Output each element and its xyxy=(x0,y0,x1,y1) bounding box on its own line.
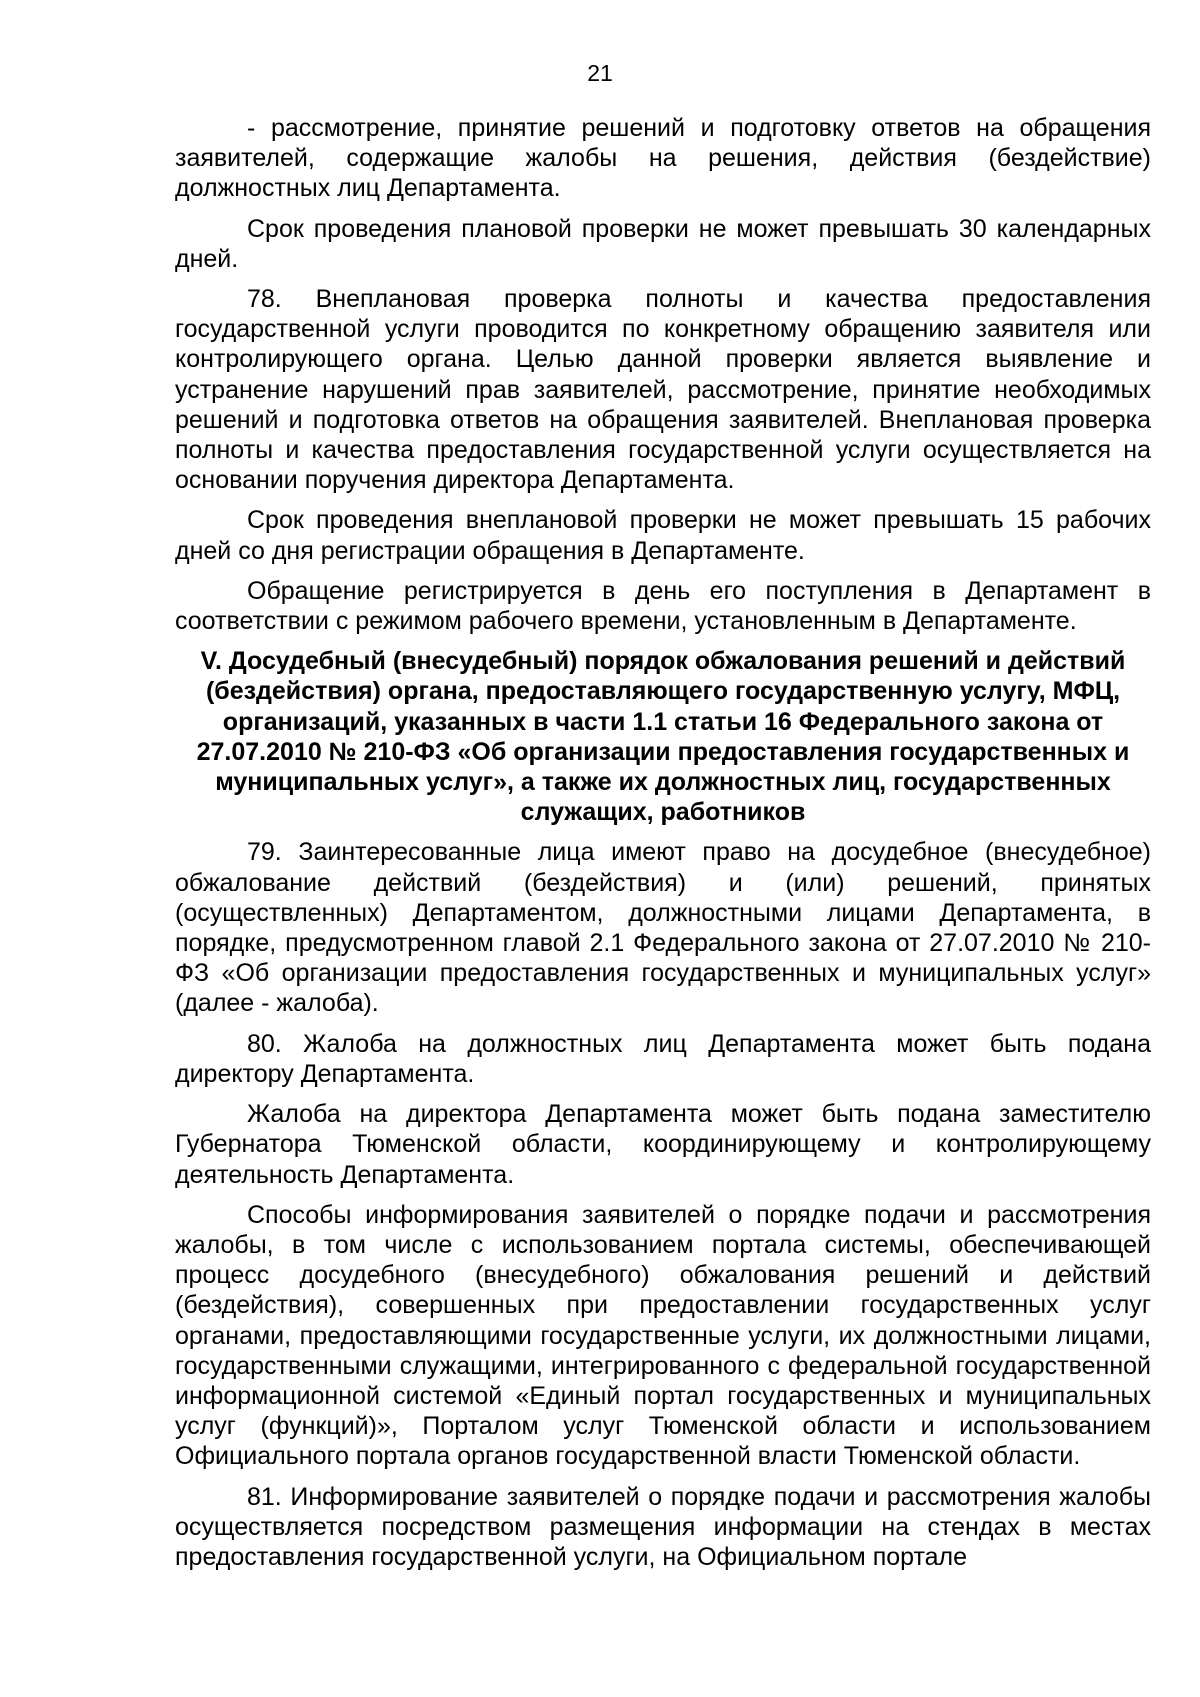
paragraph-registration: Обращение регистрируется в день его поступления в Департамент в соответствии с режимом рабочего времени, установленным в Департаменте. xyxy=(175,576,1151,636)
paragraph-complaint-director: Жалоба на директора Департамента может быть подана заместителю Губернатора Тюменской области, координирующему и контролирующему деятельность Департамента. xyxy=(175,1100,1151,1189)
paragraph-planned-check-term: Срок проведения плановой проверки не может превышать 30 календарных дней. xyxy=(175,214,1151,273)
paragraph-informing-methods: Способы информирования заявителей о порядке подачи и рассмотрения жалобы, в том числе с использованием портала системы, обеспечивающей процесс досудебного (внесудебного) обжалования решений и действий (бездействия), совершенных при предоставлении государственных услуг органами, предоставляющими государственные услуги, их должностными лицами, государственными служащими, интегрированного с федеральной государственной информационной системой «Единый портал государственных и муниципальных услуг (функций)», Порталом услуг Тюменской области и использованием Официального портала органов государственной власти Тюменской области. xyxy=(175,1200,1151,1471)
paragraph-81: 81. Информирование заявителей о порядке подачи и рассмотрения жалобы осуществляется посредством размещения информации на стендах в местах предоставления государственной услуги, на Официальном портале xyxy=(175,1482,1151,1571)
paragraph-79: 79. Заинтересованные лица имеют право на досудебное (внесудебное) обжалование действий (бездействия) и (или) решений, принятых (осуществленных) Департаментом, должностными лицами Департамента, в порядке, предусмотренном главой 2.1 Федерального закона от 27.07.2010 № 210-ФЗ «Об организации предоставления государственных и муниципальных услуг» (далее - жалоба). xyxy=(175,838,1151,1018)
paragraph-unplanned-check-term: Срок проведения внеплановой проверки не может превышать 15 рабочих дней со дня регистрации обращения в Департаменте. xyxy=(175,506,1151,565)
paragraph-review-decisions: - рассмотрение, принятие решений и подготовку ответов на обращения заявителей, содержащие жалобы на решения, действия (бездействие) должностных лиц Департамента. xyxy=(175,114,1151,203)
document-body xyxy=(175,113,1151,1582)
page-number: 21 xyxy=(587,60,613,86)
section-heading: V. Досудебный (внесудебный) порядок обжалования решений и действий (бездействия) органа, предоставляющего государственную услугу, МФЦ, организаций, указанных в части 1.1 статьи 16 Федерального закона от 27.07.2010 № 210-ФЗ «Об организации предоставления государственных и муниципальных услуг», а также их должностных лиц, государственных служащих, работников xyxy=(196,647,1130,827)
paragraph-78: 78. Внеплановая проверка полноты и качества предоставления государственной услуги проводится по конкретному обращению заявителя или контролирующего органа. Целью данной проверки является выявление и устранение нарушений прав заявителей, рассмотрение, принятие необходимых решений и подготовка ответов на обращения заявителей. Внеплановая проверка полноты и качества предоставления государственной услуги осуществляется на основании поручения директора Департамента. xyxy=(175,285,1151,495)
paragraph-80: 80. Жалоба на должностных лиц Департамента может быть подана директору Департамента. xyxy=(175,1029,1151,1088)
